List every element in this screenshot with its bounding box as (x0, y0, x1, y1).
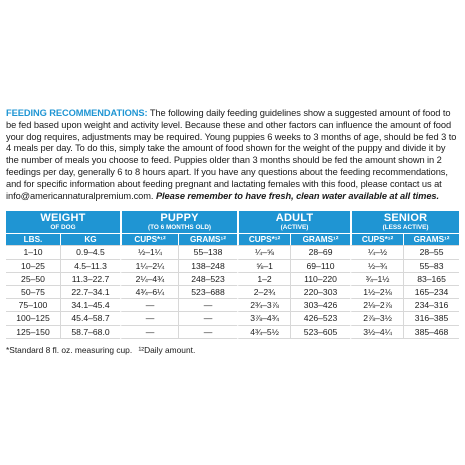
table-cell: ½–¾ (350, 260, 403, 273)
feeding-table (6, 211, 459, 338)
table-cell: 4¾–6¼ (120, 286, 178, 299)
table-cell: 2⅞–3½ (350, 312, 403, 325)
table-cell: 316–385 (403, 312, 459, 325)
col-puppy-grams: GRAMS¹² (178, 233, 237, 245)
table-cell: 28–69 (290, 245, 350, 259)
table-cell: 69–110 (290, 260, 350, 273)
table-cell: ¼–½ (350, 245, 403, 259)
table-cell: 2–2¾ (237, 286, 290, 299)
table-cell: 248–523 (178, 273, 237, 286)
table-cell: 385–468 (403, 326, 459, 339)
table-row (6, 312, 459, 325)
table-row (6, 245, 459, 259)
table-cell: 303–426 (290, 299, 350, 312)
table-cell: 234–316 (403, 299, 459, 312)
table-cell: 2¼–4¾ (120, 273, 178, 286)
col-adult-cups: CUPS*¹² (237, 233, 290, 245)
col-lbs: LBS. (6, 233, 60, 245)
footnote-daily: ¹²Daily amount. (138, 344, 196, 355)
table-row (6, 273, 459, 286)
table-cell: 1–10 (6, 245, 60, 259)
intro-paragraph (6, 108, 459, 202)
group-weight: WEIGHT OF DOG (6, 211, 120, 233)
table-cell: 0.9–4.5 (60, 245, 120, 259)
table-cell: 55–138 (178, 245, 237, 259)
table-row (6, 326, 459, 339)
table-cell: 4.5–11.3 (60, 260, 120, 273)
footnotes (6, 345, 459, 355)
table-cell: — (178, 326, 237, 339)
table-cell: 10–25 (6, 260, 60, 273)
table-cell: 45.4–58.7 (60, 312, 120, 325)
table-cell: 3⅞–4¾ (237, 312, 290, 325)
table-cell: 165–234 (403, 286, 459, 299)
col-kg: KG (60, 233, 120, 245)
table-row (6, 260, 459, 273)
table-cell: ½–1¼ (120, 245, 178, 259)
table-cell: 1½–2⅛ (350, 286, 403, 299)
table-cell: ¼–⅝ (237, 245, 290, 259)
table-cell: 426–523 (290, 312, 350, 325)
table-cell: 1¼–2¼ (120, 260, 178, 273)
table-cell: 28–55 (403, 245, 459, 259)
table-cell: 25–50 (6, 273, 60, 286)
intro-body: The following daily feeding guidelines show a suggested amount of food to be fed based upon weight and activity level. Because these and other factors can influence the amount of food your dog requires, adjustments may be required. Young puppies 6 weeks to 3 months of age, should be fed 3 to 4 meals per day. To do this, simply take the amount of food shown for the weight of the puppy and divide it by the number of meals you choose to feed. Puppies older than 3 months should be fed the amount shown in 2 feedings per day, generally 6 to 8 hours apart. If you have any questions about the feeding recommendations, and for specific information about feeding pregnant and lactating females with this food, please contact us at info@americannaturalpremium.com. (6, 108, 457, 201)
table-cell: 55–83 (403, 260, 459, 273)
table-cell: 523–688 (178, 286, 237, 299)
table-cell: 58.7–68.0 (60, 326, 120, 339)
group-header-row (6, 211, 459, 233)
column-header-row (6, 233, 459, 245)
col-puppy-cups: CUPS*¹² (120, 233, 178, 245)
col-senior-cups: CUPS*¹² (350, 233, 403, 245)
table-row (6, 299, 459, 312)
water-reminder: Please remember to have fresh, clean water available at all times. (155, 190, 440, 201)
group-senior: SENIOR (LESS ACTIVE) (350, 211, 459, 233)
table-cell: ¾–1½ (350, 273, 403, 286)
table-cell: — (120, 312, 178, 325)
table-cell: 3½–4¼ (350, 326, 403, 339)
table-cell: 50–75 (6, 286, 60, 299)
table-cell: 11.3–22.7 (60, 273, 120, 286)
footnote-cup: *Standard 8 fl. oz. measuring cup. (6, 344, 133, 355)
col-senior-grams: GRAMS¹² (403, 233, 459, 245)
table-cell: 100–125 (6, 312, 60, 325)
table-cell: 4¾–5½ (237, 326, 290, 339)
table-cell: 523–605 (290, 326, 350, 339)
table-cell: ⅝–1 (237, 260, 290, 273)
col-adult-grams: GRAMS¹² (290, 233, 350, 245)
group-puppy: PUPPY (TO 6 MONTHS OLD) (120, 211, 237, 233)
table-cell: — (178, 299, 237, 312)
table-cell: 2¾–3⅞ (237, 299, 290, 312)
table-body (6, 245, 459, 338)
group-adult: ADULT (ACTIVE) (237, 211, 350, 233)
feeding-section (6, 108, 459, 355)
table-cell: — (178, 312, 237, 325)
table-cell: 220–303 (290, 286, 350, 299)
table-cell: 34.1–45.4 (60, 299, 120, 312)
table-cell: — (120, 299, 178, 312)
table-cell: 1–2 (237, 273, 290, 286)
table-cell: 75–100 (6, 299, 60, 312)
section-heading: FEEDING RECOMMENDATIONS: (6, 108, 148, 118)
table-cell: 110–220 (290, 273, 350, 286)
table-row (6, 286, 459, 299)
table-cell: — (120, 326, 178, 339)
table-cell: 22.7–34.1 (60, 286, 120, 299)
table-cell: 138–248 (178, 260, 237, 273)
table-cell: 125–150 (6, 326, 60, 339)
table-cell: 2⅛–2⅞ (350, 299, 403, 312)
table-cell: 83–165 (403, 273, 459, 286)
